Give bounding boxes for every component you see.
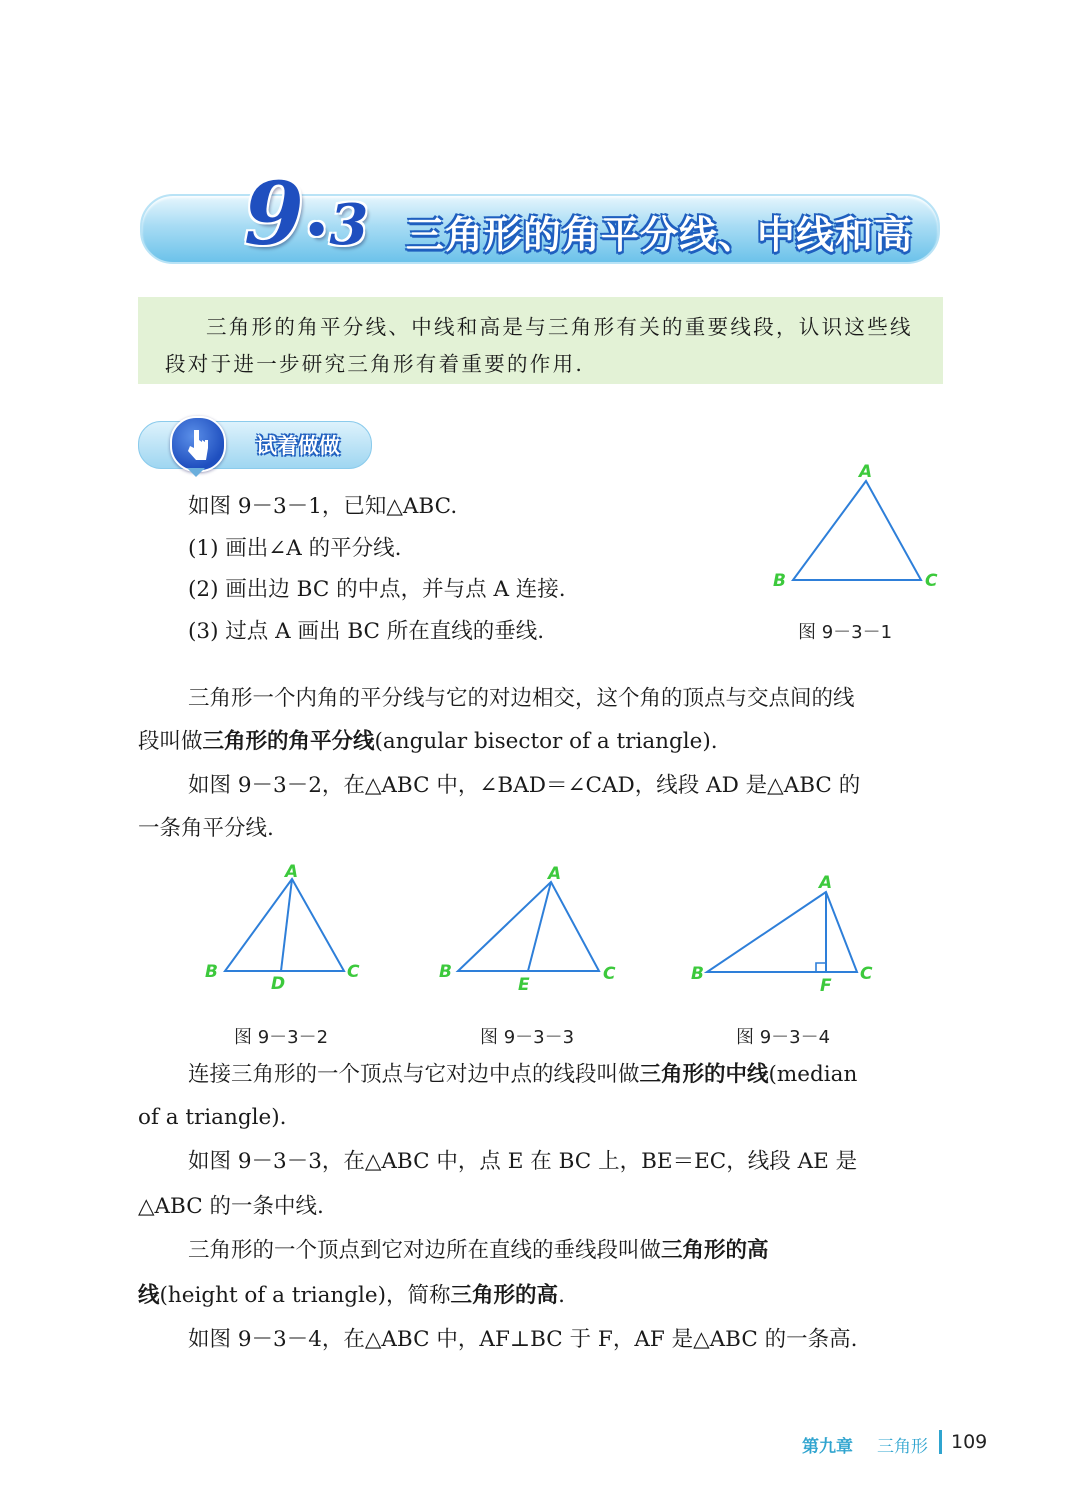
bisector-p1-line1: 三角形一个内角的平分线与它的对边相交，这个角的顶点与交点间的线 xyxy=(188,686,855,711)
figure-9-3-1 xyxy=(760,455,960,600)
median-p1-line1-b: (median xyxy=(768,1062,858,1087)
fig4-right-angle-mark xyxy=(816,963,826,972)
section-number-dot: • xyxy=(303,207,330,254)
bisector-p1-line2-b: (angular bisector of a triangle). xyxy=(374,729,718,754)
term-height: 三角形的高 xyxy=(661,1238,769,1263)
footer-chapter: 第九章 xyxy=(802,1437,853,1457)
term-height-cont: 线 xyxy=(138,1283,160,1308)
fig2-label-c: C xyxy=(347,962,360,982)
task-line-1: 如图 9－3－1，已知△ABC. xyxy=(188,494,458,519)
bisector-p2-line1: 如图 9－3－2，在△ABC 中，∠BAD＝∠CAD，线段 AD 是△ABC 的 xyxy=(188,773,861,798)
term-height-short: 三角形的高 xyxy=(450,1283,559,1308)
fig4-triangle xyxy=(707,892,857,972)
fig1-label-c: C xyxy=(925,571,938,591)
fig2-label-a: A xyxy=(285,862,299,882)
figure-9-3-3-caption: 图 9－3－3 xyxy=(480,1027,575,1048)
fig3-label-b: B xyxy=(439,962,452,982)
median-p2-line1: 如图 9－3－3，在△ABC 中，点 E 在 BC 上，BE＝EC，线段 AE 是 xyxy=(188,1149,858,1174)
activity-label: 试着做做 xyxy=(256,434,340,458)
fig1-label-a: A xyxy=(859,462,873,482)
term-angle-bisector: 三角形的角平分线 xyxy=(202,729,375,754)
fig3-label-e: E xyxy=(518,975,530,995)
figure-9-3-1-caption: 图 9－3－1 xyxy=(798,622,893,643)
figure-9-3-4-caption: 图 9－3－4 xyxy=(736,1027,831,1048)
term-median: 三角形的中线 xyxy=(639,1062,769,1087)
fig4-label-b: B xyxy=(691,964,704,984)
task-line-3: (2) 画出边 BC 的中点，并与点 A 连接. xyxy=(188,577,566,602)
figure-9-3-4 xyxy=(685,865,885,1000)
fig2-label-d: D xyxy=(271,974,286,994)
height-p1-line2 xyxy=(138,1281,565,1311)
fig2-label-b: B xyxy=(205,962,218,982)
fig3-triangle xyxy=(458,882,599,971)
figure-9-3-2-caption: 图 9－3－2 xyxy=(234,1027,329,1048)
page-number: 109 xyxy=(951,1431,988,1453)
fig1-label-b: B xyxy=(773,571,786,591)
intro-text: 三角形的角平分线、中线和高是与三角形有关的重要线段，认识这些线段对于进一步研究三角形有着重要的作用. xyxy=(165,315,913,376)
fig3-label-c: C xyxy=(603,964,616,984)
task-line-4: (3) 过点 A 画出 BC 所在直线的垂线. xyxy=(188,619,545,644)
fig3-median-ae xyxy=(528,882,551,971)
section-title: 三角形的角平分线、中线和高 xyxy=(406,213,914,257)
section-number-major: 9 xyxy=(244,164,304,265)
height-p2-line1: 如图 9－3－4，在△ABC 中，AF⊥BC 于 F，AF 是△ABC 的一条高. xyxy=(188,1327,858,1352)
figure-9-3-2 xyxy=(195,855,380,1000)
fig4-label-f: F xyxy=(820,976,832,996)
fig1-triangle xyxy=(793,481,921,580)
height-p1-line2-b: . xyxy=(558,1283,565,1308)
activity-pill-pointer xyxy=(187,468,205,477)
median-p2-line2: △ABC 的一条中线. xyxy=(138,1194,324,1219)
fig3-label-a: A xyxy=(548,864,562,884)
task-line-2: (1) 画出∠A 的平分线. xyxy=(188,536,402,561)
fig4-label-c: C xyxy=(860,964,873,984)
section-number-minor: 3 xyxy=(329,192,369,258)
figure-9-3-3 xyxy=(430,855,625,1000)
bisector-p2-line2: 一条角平分线. xyxy=(138,816,274,841)
height-p1-line1-a: 三角形的一个顶点到它对边所在直线的垂线段叫做 xyxy=(188,1238,662,1263)
hand-pointing-icon xyxy=(170,416,226,472)
fig2-triangle xyxy=(225,879,344,971)
median-p1-line1-a: 连接三角形的一个顶点与它对边中点的线段叫做 xyxy=(188,1062,640,1087)
height-p1-line2-a: (height of a triangle)，简称 xyxy=(159,1283,451,1308)
height-p1-line1 xyxy=(188,1236,769,1266)
section-number xyxy=(244,164,368,274)
median-p1-line1 xyxy=(188,1060,857,1090)
bisector-p1-line2-a: 段叫做 xyxy=(138,729,203,754)
median-p1-line2: of a triangle). xyxy=(138,1105,287,1130)
fig4-label-a: A xyxy=(819,873,833,893)
footer-title: 三角形 xyxy=(877,1437,928,1457)
bisector-p1-line2 xyxy=(138,727,718,757)
footer-divider xyxy=(939,1430,942,1454)
